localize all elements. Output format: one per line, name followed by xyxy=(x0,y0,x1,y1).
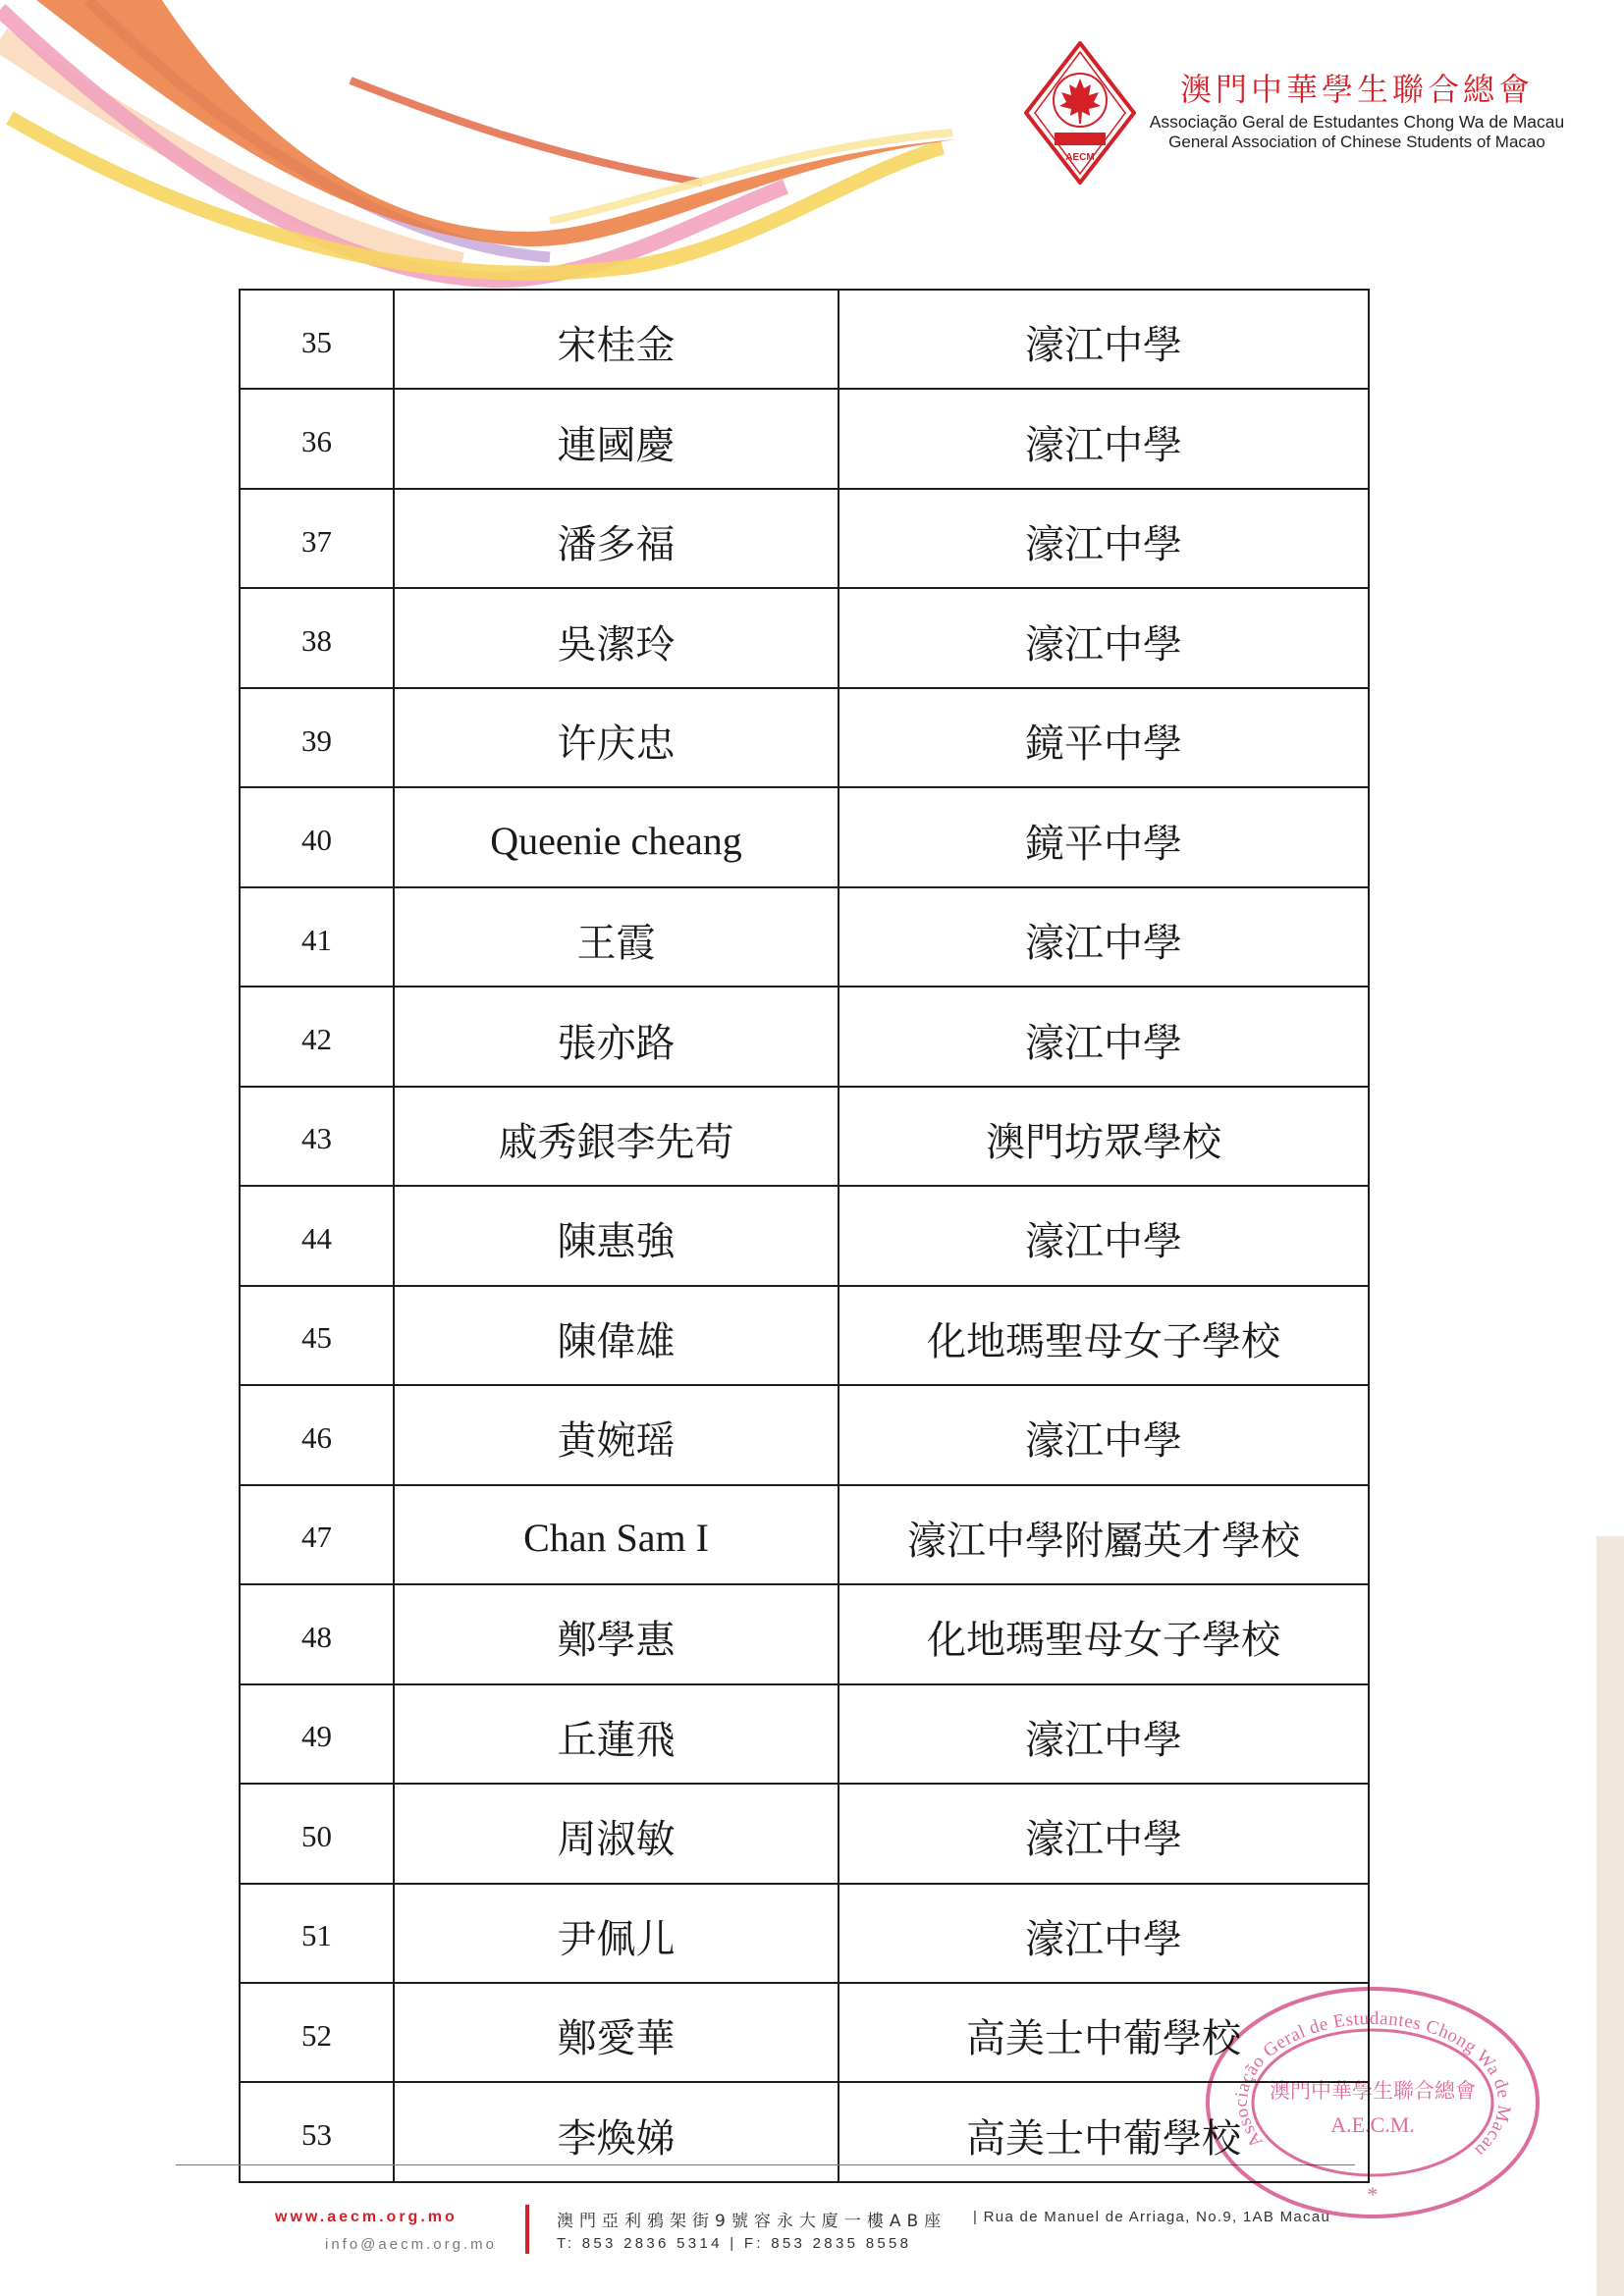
stamp-inner-ring xyxy=(1253,2030,1492,2175)
name-cell: Chan Sam I xyxy=(395,1486,839,1583)
school-cell: 化地瑪聖母女子學校 xyxy=(927,1318,1280,1363)
table-row xyxy=(241,1386,1368,1485)
name-cell: 吳潔玲 xyxy=(395,589,839,686)
row-number-cell: 45 xyxy=(241,1287,395,1384)
name-cell: 黄婉瑶 xyxy=(395,1386,839,1483)
name-cell: 许庆忠 xyxy=(395,689,839,786)
footer-email[interactable]: info@aecm.org.mo xyxy=(325,2236,497,2253)
org-name-english: General Association of Chinese Students of Macao xyxy=(1168,133,1545,151)
school-cell: 濠江中學 xyxy=(1025,323,1182,368)
table-row xyxy=(241,490,1368,589)
row-number-cell: 37 xyxy=(241,490,395,587)
name-cell: 鄭學惠 xyxy=(395,1585,839,1682)
table-row xyxy=(241,1585,1368,1684)
row-number-cell: 50 xyxy=(241,1785,395,1882)
school-cell: 濠江中學 xyxy=(1025,1020,1182,1065)
footer-address-portuguese: | Rua de Manuel de Arriaga, No.9, 1AB Macau xyxy=(973,2209,1331,2225)
table-row xyxy=(241,1685,1368,1785)
participants-table xyxy=(239,289,1370,2183)
school-cell: 濠江中學 xyxy=(1025,621,1182,667)
table-row xyxy=(241,788,1368,887)
aecm-logo xyxy=(1024,41,1136,185)
row-number-cell: 49 xyxy=(241,1685,395,1783)
row-number-cell: 44 xyxy=(241,1187,395,1284)
name-cell: 李煥娣 xyxy=(395,2083,839,2180)
table-row xyxy=(241,589,1368,688)
stamp-ring-text-path: Associação Geral de Estudantes Chong Wa de Macau xyxy=(1230,2007,1515,2162)
school-cell: 濠江中學附屬英才學校 xyxy=(907,1518,1300,1563)
row-number-cell: 38 xyxy=(241,589,395,686)
school-cell: 濠江中學 xyxy=(1025,1916,1182,1961)
name-cell: 潘多福 xyxy=(395,490,839,587)
scan-edge-strip xyxy=(1597,1536,1624,2296)
school-cell: 濠江中學 xyxy=(1025,1219,1182,1264)
name-cell: 尹佩儿 xyxy=(395,1885,839,1982)
decorative-ribbon-graphic xyxy=(0,0,982,294)
school-cell: 濠江中學 xyxy=(1025,1418,1182,1464)
name-cell: 陳偉雄 xyxy=(395,1287,839,1384)
school-cell: 濠江中學 xyxy=(1025,1717,1182,1762)
school-cell: 濠江中學 xyxy=(1025,1817,1182,1862)
row-number-cell: 43 xyxy=(241,1088,395,1185)
row-number-cell: 35 xyxy=(241,291,395,388)
row-number-cell: 41 xyxy=(241,888,395,986)
stamp-center-abbr: A.E.C.M. xyxy=(1330,2112,1415,2137)
stamp-star: * xyxy=(1367,2182,1379,2207)
school-cell: 化地瑪聖母女子學校 xyxy=(927,1618,1280,1663)
table-row xyxy=(241,988,1368,1087)
table-row xyxy=(241,888,1368,988)
row-number-cell: 40 xyxy=(241,788,395,885)
row-number-cell: 42 xyxy=(241,988,395,1085)
name-cell: 王霞 xyxy=(395,888,839,986)
name-cell: Queenie cheang xyxy=(395,788,839,885)
table-row xyxy=(241,291,1368,390)
logo-abbr: AECM xyxy=(1065,152,1095,163)
school-cell: 鏡平中學 xyxy=(1025,821,1182,866)
footer-website[interactable]: www.aecm.org.mo xyxy=(275,2209,458,2225)
table-row xyxy=(241,1885,1368,1984)
table-row xyxy=(241,1187,1368,1286)
row-number-cell: 46 xyxy=(241,1386,395,1483)
official-stamp xyxy=(1196,1980,1549,2225)
row-number-cell: 51 xyxy=(241,1885,395,1982)
row-number-cell: 48 xyxy=(241,1585,395,1682)
footer-divider xyxy=(176,2164,1355,2165)
footer-red-bar xyxy=(525,2205,529,2254)
name-cell: 周淑敏 xyxy=(395,1785,839,1882)
name-cell: 連國慶 xyxy=(395,390,839,487)
table-row xyxy=(241,1785,1368,1884)
school-cell: 濠江中學 xyxy=(1025,422,1182,467)
name-cell: 張亦路 xyxy=(395,988,839,1085)
table-row xyxy=(241,1486,1368,1585)
table-row xyxy=(241,1088,1368,1187)
org-name-portuguese: Associação Geral de Estudantes Chong Wa de Macau xyxy=(1149,112,1565,132)
school-cell: 澳門坊眾學校 xyxy=(986,1119,1221,1164)
ribbon-red-orange xyxy=(351,80,702,183)
school-cell: 濠江中學 xyxy=(1025,921,1182,966)
name-cell: 丘蓮飛 xyxy=(395,1685,839,1783)
row-number-cell: 53 xyxy=(241,2083,395,2180)
name-cell: 鄭愛華 xyxy=(395,1984,839,2081)
school-cell: 鏡平中學 xyxy=(1025,721,1182,767)
table-row xyxy=(241,689,1368,788)
row-number-cell: 52 xyxy=(241,1984,395,2081)
logo-band xyxy=(1055,133,1106,145)
org-name-chinese: 澳門中華學生聯合總會 xyxy=(1179,71,1534,108)
school-cell: 高美士中葡學校 xyxy=(966,2016,1241,2061)
stamp-center-chinese: 澳門中華學生聯合總會 xyxy=(1270,2079,1476,2103)
name-cell: 陳惠強 xyxy=(395,1187,839,1284)
row-number-cell: 47 xyxy=(241,1486,395,1583)
ribbon-orange xyxy=(36,0,957,246)
table-row xyxy=(241,1287,1368,1386)
school-cell: 濠江中學 xyxy=(1025,522,1182,567)
row-number-cell: 36 xyxy=(241,390,395,487)
name-cell: 戚秀銀李先苟 xyxy=(395,1088,839,1185)
school-cell: 高美士中葡學校 xyxy=(966,2115,1241,2161)
table-row xyxy=(241,390,1368,489)
name-cell: 宋桂金 xyxy=(395,291,839,388)
footer-phone-fax: T: 853 2836 5314 | F: 853 2835 8558 xyxy=(557,2235,912,2252)
footer-address-chinese: 澳門亞利鴉架街9號容永大廈一樓AB座 xyxy=(557,2212,947,2231)
row-number-cell: 39 xyxy=(241,689,395,786)
